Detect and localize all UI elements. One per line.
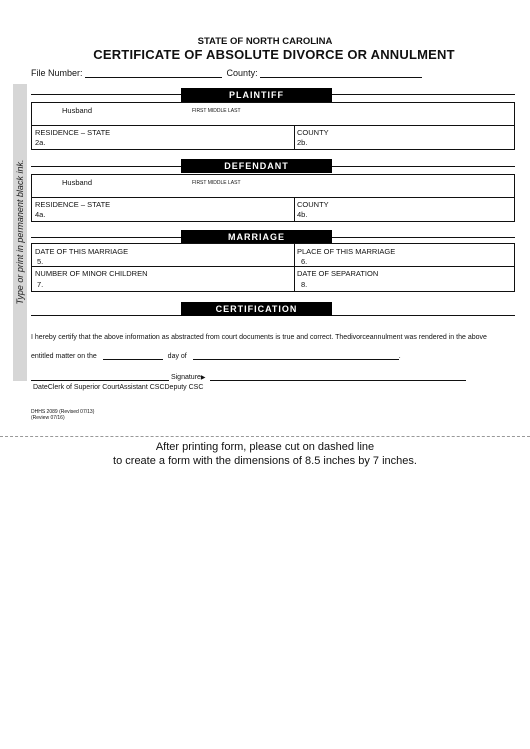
ink-instruction-text: Type or print in permanent black ink. (15, 159, 25, 305)
cut-line (0, 436, 530, 437)
marriage-place-label: PLACE OF THIS MARRIAGE (297, 247, 396, 256)
plaintiff-county-number: 2b. (297, 138, 308, 147)
separation-date-label: DATE OF SEPARATION (297, 269, 379, 278)
cut-note-line-1: After printing form, please cut on dashed line (155, 441, 375, 453)
marriage-box (31, 243, 515, 292)
certification-banner: CERTIFICATION (181, 302, 332, 316)
form-revision: DHHS 2089 (Revised 07/13) (31, 409, 95, 415)
minor-children-label: NUMBER OF MINOR CHILDREN (35, 269, 148, 278)
form-state: STATE OF NORTH CAROLINA (197, 36, 333, 47)
signature-field[interactable] (210, 373, 466, 381)
certification-statement: I hereby certify that the above information as abstracted from court documents is true and correct. Thedivorceannulment was rendered in the above (31, 334, 487, 341)
form-review: (Review 07/16) (31, 415, 65, 421)
date-signed-field[interactable] (31, 373, 169, 381)
file-number-row (31, 68, 422, 78)
period: . (398, 353, 401, 360)
file-number-field[interactable] (85, 68, 222, 78)
entitled-prefix: entitled matter on the (31, 353, 97, 360)
plaintiff-name-hint: FIRST MIDDLE LAST (192, 108, 241, 114)
marriage-place-number: 6. (301, 257, 308, 266)
separation-date-number: 8. (301, 280, 308, 289)
month-year-field[interactable] (193, 352, 399, 360)
form-title: CERTIFICATE OF ABSOLUTE DIVORCE OR ANNULMENT (93, 47, 455, 62)
defendant-county-label: COUNTY (297, 200, 329, 209)
plaintiff-role: Husband (62, 106, 93, 115)
day-of-label: day of (167, 353, 187, 360)
defendant-residence-label: RESIDENCE – STATE (35, 200, 111, 209)
defendant-banner: DEFENDANT (181, 159, 332, 173)
plaintiff-county-label: COUNTY (297, 128, 329, 137)
plaintiff-residence-label: RESIDENCE – STATE (35, 128, 111, 137)
ink-instruction-sidebar (13, 84, 27, 381)
marriage-date-label: DATE OF THIS MARRIAGE (35, 247, 129, 256)
defendant-name-field[interactable] (282, 176, 502, 194)
defendant-county-number: 4b. (297, 210, 308, 219)
marriage-date-number: 5. (37, 257, 44, 266)
defendant-role: Husband (62, 178, 93, 187)
signer-roles: DateClerk of Superior CourtAssistant CSCDeputy CSC (33, 384, 204, 391)
day-field[interactable] (103, 352, 163, 360)
defendant-name-hint: FIRST MIDDLE LAST (192, 180, 241, 186)
marriage-banner: MARRIAGE (181, 230, 332, 244)
plaintiff-residence-number: 2a. (35, 138, 46, 147)
file-number-label: File Number: (31, 68, 83, 78)
defendant-residence-number: 4a. (35, 210, 46, 219)
signature-arrow-icon: ▶ (200, 375, 206, 381)
signature-row (31, 373, 466, 381)
county-label: County: (226, 68, 258, 78)
plaintiff-box (31, 102, 515, 150)
signature-label: Signature (170, 374, 201, 381)
entitled-matter-row (31, 352, 401, 360)
cut-note-line-2: to create a form with the dimensions of 8.5 inches by 7 inches. (113, 455, 417, 467)
county-field[interactable] (260, 68, 422, 78)
minor-children-number: 7. (37, 280, 44, 289)
plaintiff-name-field[interactable] (282, 104, 502, 122)
defendant-box (31, 174, 515, 222)
plaintiff-banner: PLAINTIFF (181, 88, 332, 102)
